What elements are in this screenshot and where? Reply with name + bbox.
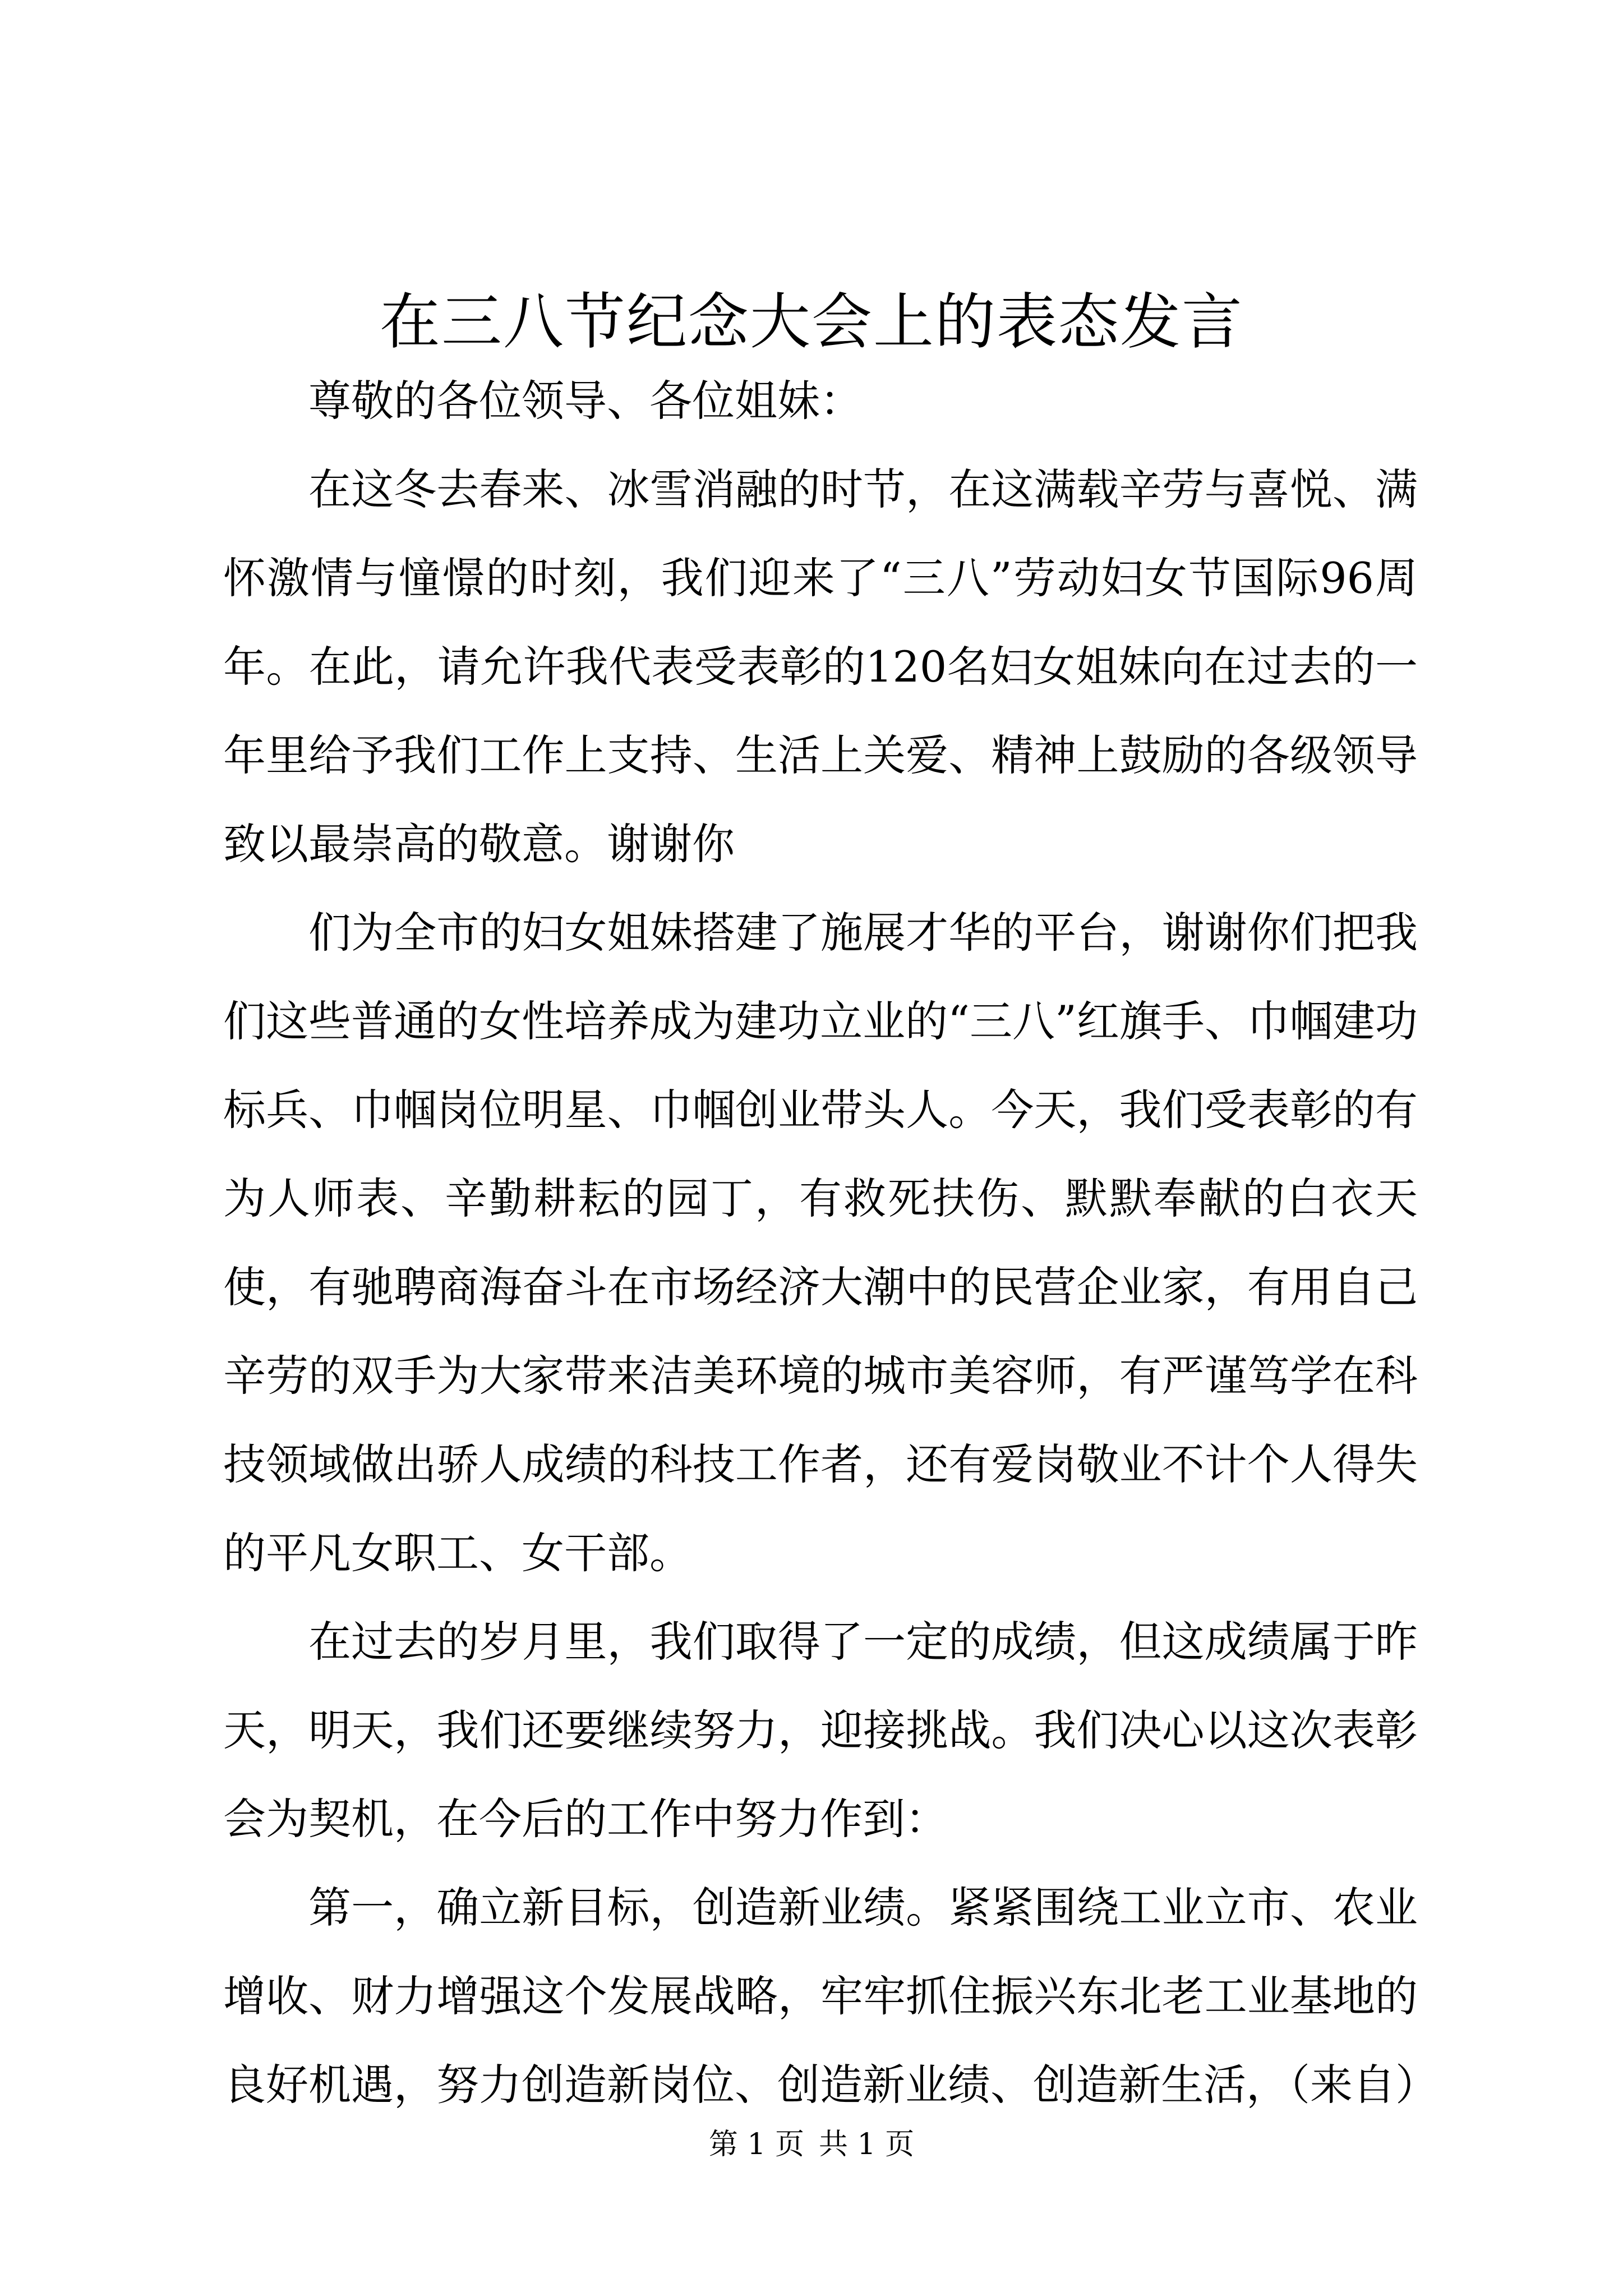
document-body [223, 357, 1438, 2129]
page-footer [0, 2125, 1623, 2164]
page-number: 第 1 页 [708, 2128, 804, 2161]
page-total: 共 1 页 [819, 2128, 915, 2161]
paragraph-1: 在这冬去春来、冰雪消融的时节，在这满载辛劳与喜悦、满怀激情与憧憬的时刻，我们迎来了“三八”劳动妇女节国际96周年。在此，请允许我代表受表彰的120名妇女姐妹向在过去的一年里给予我们工作上支持、生活上关爱、精神上鼓励的各级领导致以最崇高的敬意。谢谢你 [223, 464, 1418, 869]
paragraph-2: 们为全市的妇女姐妹搭建了施展才华的平台，谢谢你们把我们这些普通的女性培养成为建功立业的“三八”红旗手、巾帼建功标兵、巾帼岗位明星、巾帼创业带头人。今天，我们受表彰的有为人师表、辛勤耕耘的园丁，有救死扶伤、默默奉献的白衣天使，有驰聘商海奋斗在市场经济大潮中的民营企业家，有用自己辛劳的双手为大家带来洁美环境的城市美容师，有严谨笃学在科技领域做出骄人成绩的科技工作者，还有爱岗敬业不计个人得失的平凡女职工、女干部。 [223, 908, 1418, 1578]
paragraph-4: 第一，确立新目标，创造新业绩。紧紧围绕工业立市、农业增收、财力增强这个发展战略，牢牢抓住振兴东北老工业基地的良好机遇，努力创造新岗位、创造新业绩、创造新生活，（来自） [223, 1883, 1438, 2110]
document-title: 在三八节纪念大会上的表态发言 [379, 287, 1243, 357]
paragraph-salutation: 尊敬的各位领导、各位姐妹： [308, 376, 863, 426]
paragraph-3: 在过去的岁月里，我们取得了一定的成绩，但这成绩属于昨天，明天，我们还要继续努力，迎接挑战。我们决心以这次表彰会为契机，在今后的工作中努力作到： [223, 1617, 1418, 1844]
